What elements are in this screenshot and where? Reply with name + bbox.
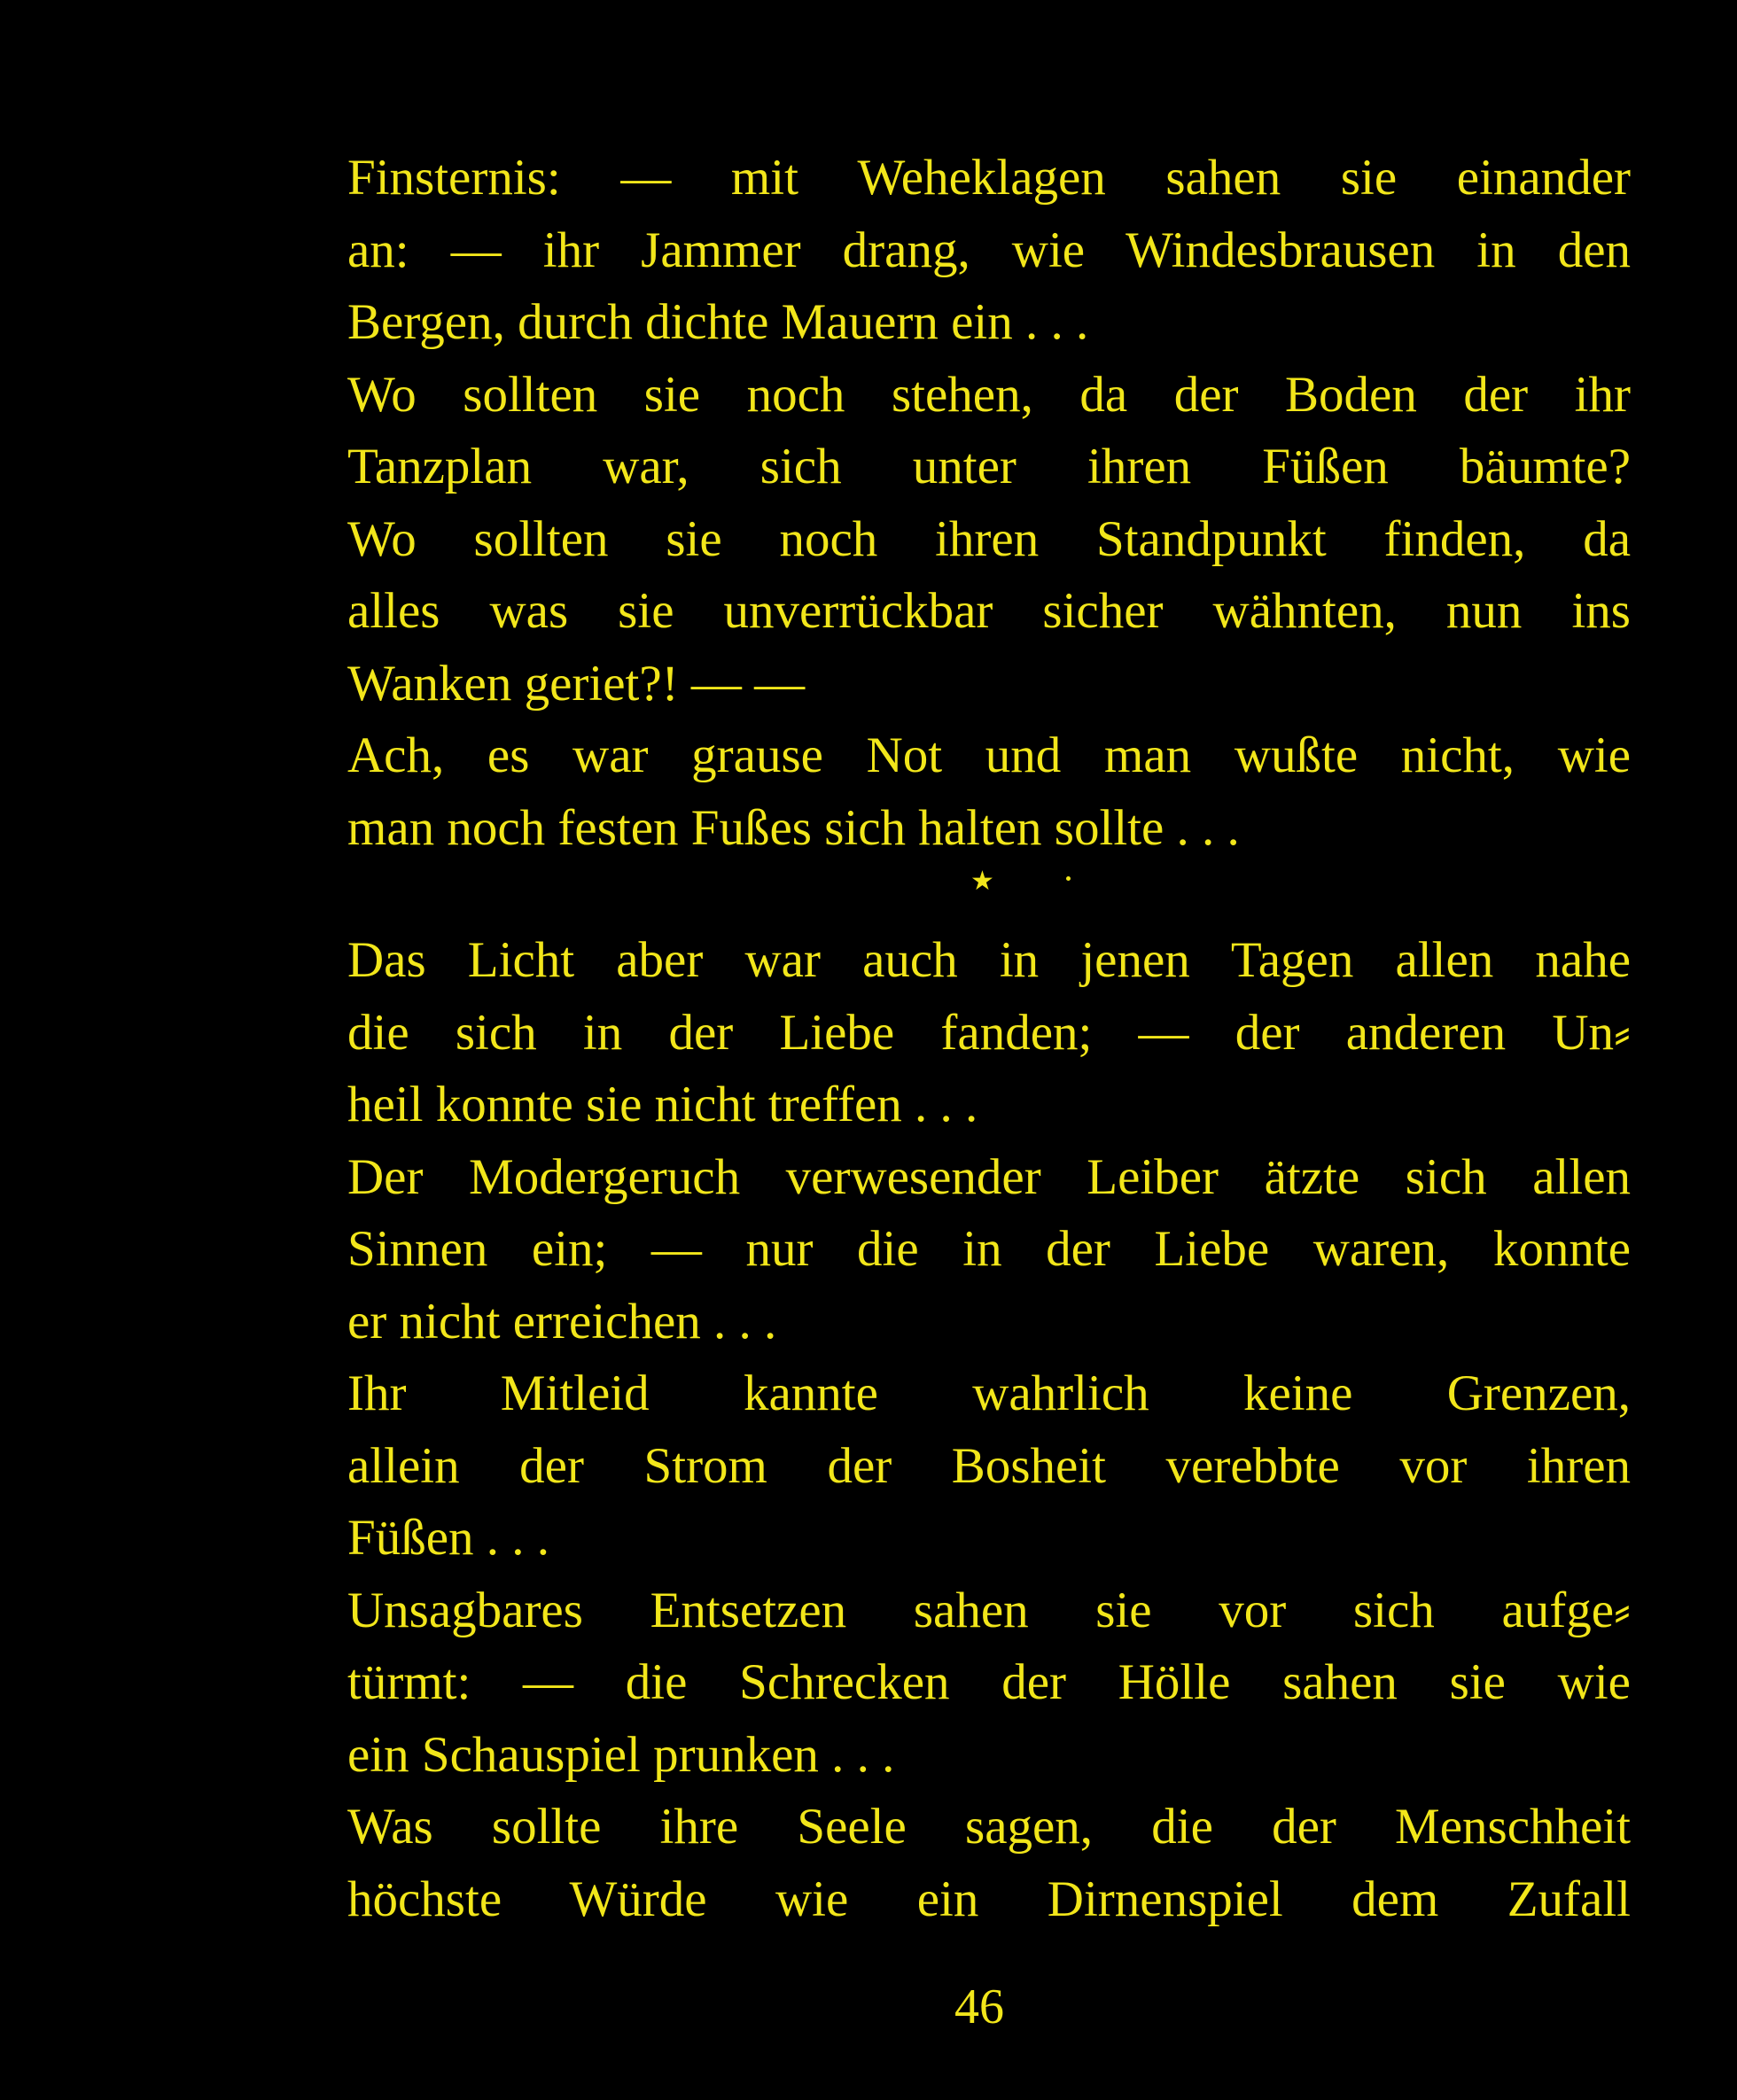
text-line: Ihr Mitleid kannte wahrlich keine Grenzen,: [347, 1365, 1631, 1421]
text-line: Was sollte ihre Seele sagen, die der Menschheit: [347, 1799, 1631, 1855]
text-line: die sich in der Liebe fanden; — der anderen Un⸗: [347, 1004, 1631, 1061]
text-line: heil konnte sie nicht treffen . . .: [347, 1077, 978, 1132]
section-separator: [970, 864, 1086, 899]
text-line: Bergen, durch dichte Mauern ein . . .: [347, 294, 1089, 350]
text-line: Tanzplan war, sich unter ihren Füßen bäumte?: [347, 439, 1631, 494]
star-icon: ★: [970, 867, 994, 896]
text-line: Wo sollten sie noch ihren Standpunkt finden, da: [347, 510, 1631, 567]
text-line: türmt: — die Schrecken der Hölle sahen sie wie: [347, 1654, 1631, 1710]
text-line: Ach, es war grause Not und man wußte nicht, wie: [347, 727, 1631, 783]
text-line: Füßen . . .: [347, 1510, 549, 1566]
text-line: Das Licht aber war auch in jenen Tagen allen nahe: [347, 932, 1631, 988]
text-line: Unsagbares Entsetzen sahen sie vor sich aufge⸗: [347, 1582, 1631, 1638]
text-line: Wo sollten sie noch stehen, da der Boden der ihr: [347, 366, 1631, 423]
text-line: man noch festen Fußes sich halten sollte . . .: [347, 799, 1240, 856]
paragraph-block-top: [347, 142, 1631, 864]
text-line: an: — ihr Jammer drang, wie Windesbrausen in den: [347, 222, 1631, 278]
text-line: Wanken geriet?! — —: [347, 655, 806, 712]
text-line: ein Schauspiel prunken . . .: [347, 1726, 895, 1783]
text-line: Finsternis: — mit Weheklagen sahen sie einander: [347, 150, 1631, 206]
text-line: er nicht erreichen . . .: [347, 1293, 777, 1349]
text-line: höchste Würde wie ein Dirnenspiel dem Zufall: [347, 1871, 1631, 1927]
text-line: Der Modergeruch verwesender Leiber ätzte sich allen: [347, 1148, 1631, 1205]
separator-dot: [1066, 876, 1071, 881]
text-line: Sinnen ein; — nur die in der Liebe waren, konnte: [347, 1221, 1631, 1277]
text-line: alles was sie unverrückbar sicher wähnten, nun ins: [347, 583, 1631, 639]
page-number: 46: [954, 1979, 1004, 2034]
paragraph-block-bottom: [347, 924, 1631, 1935]
text-line: allein der Strom der Bosheit verebbte vor ihren: [347, 1437, 1631, 1494]
